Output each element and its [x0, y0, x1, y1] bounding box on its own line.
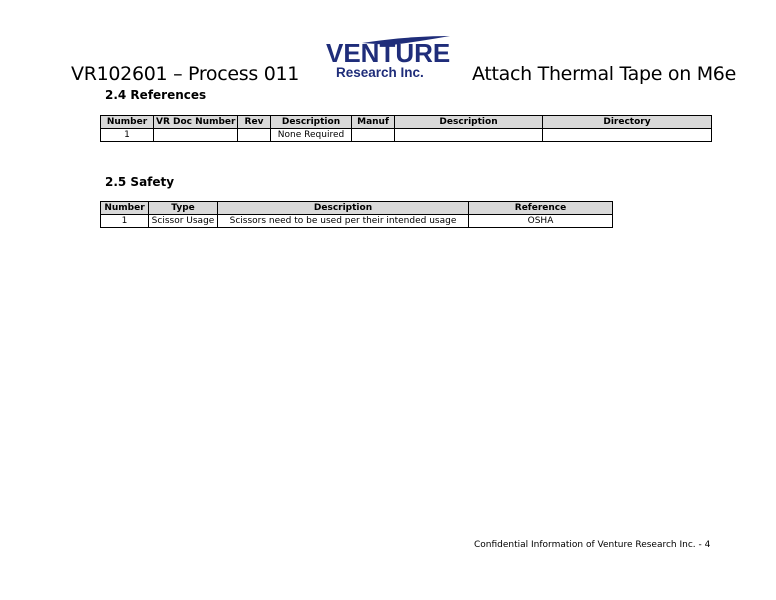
safety-cell-description: Scissors need to be used per their intended usage	[218, 215, 469, 228]
ref-cell-rev	[238, 129, 271, 142]
venture-research-logo	[322, 34, 452, 82]
ref-cell-directory	[543, 129, 712, 142]
logo-brand-line2: Research Inc.	[336, 65, 424, 80]
ref-col-manuf: Manuf	[352, 116, 395, 129]
ref-col-rev: Rev	[238, 116, 271, 129]
ref-col-vr-doc-number: VR Doc Number	[154, 116, 238, 129]
ref-col-directory: Directory	[543, 116, 712, 129]
safety-col-number: Number	[101, 202, 149, 215]
document-title: Attach Thermal Tape on M6e	[472, 63, 736, 85]
safety-col-description: Description	[218, 202, 469, 215]
table-row	[101, 215, 613, 228]
logo-brand-line1: VENTURE	[326, 38, 451, 68]
ref-cell-vr-doc-number	[154, 129, 238, 142]
safety-header-row	[101, 202, 613, 215]
safety-cell-type: Scissor Usage	[149, 215, 218, 228]
ref-cell-number: 1	[101, 129, 154, 142]
page-footer: Confidential Information of Venture Research Inc. - 4	[474, 540, 711, 550]
references-heading: 2.4 References	[105, 88, 207, 102]
references-header-row	[101, 116, 712, 129]
references-table	[100, 115, 712, 142]
ref-cell-description-2	[395, 129, 543, 142]
safety-col-reference: Reference	[469, 202, 613, 215]
safety-col-type: Type	[149, 202, 218, 215]
ref-cell-manuf	[352, 129, 395, 142]
ref-col-description: Description	[271, 116, 352, 129]
safety-cell-reference: OSHA	[469, 215, 613, 228]
ref-cell-description: None Required	[271, 129, 352, 142]
ref-col-description-2: Description	[395, 116, 543, 129]
safety-table	[100, 201, 613, 228]
ref-col-number: Number	[101, 116, 154, 129]
safety-heading: 2.5 Safety	[105, 175, 175, 189]
table-row	[101, 129, 712, 142]
safety-cell-number: 1	[101, 215, 149, 228]
document-id: VR102601 – Process 011	[71, 63, 300, 85]
